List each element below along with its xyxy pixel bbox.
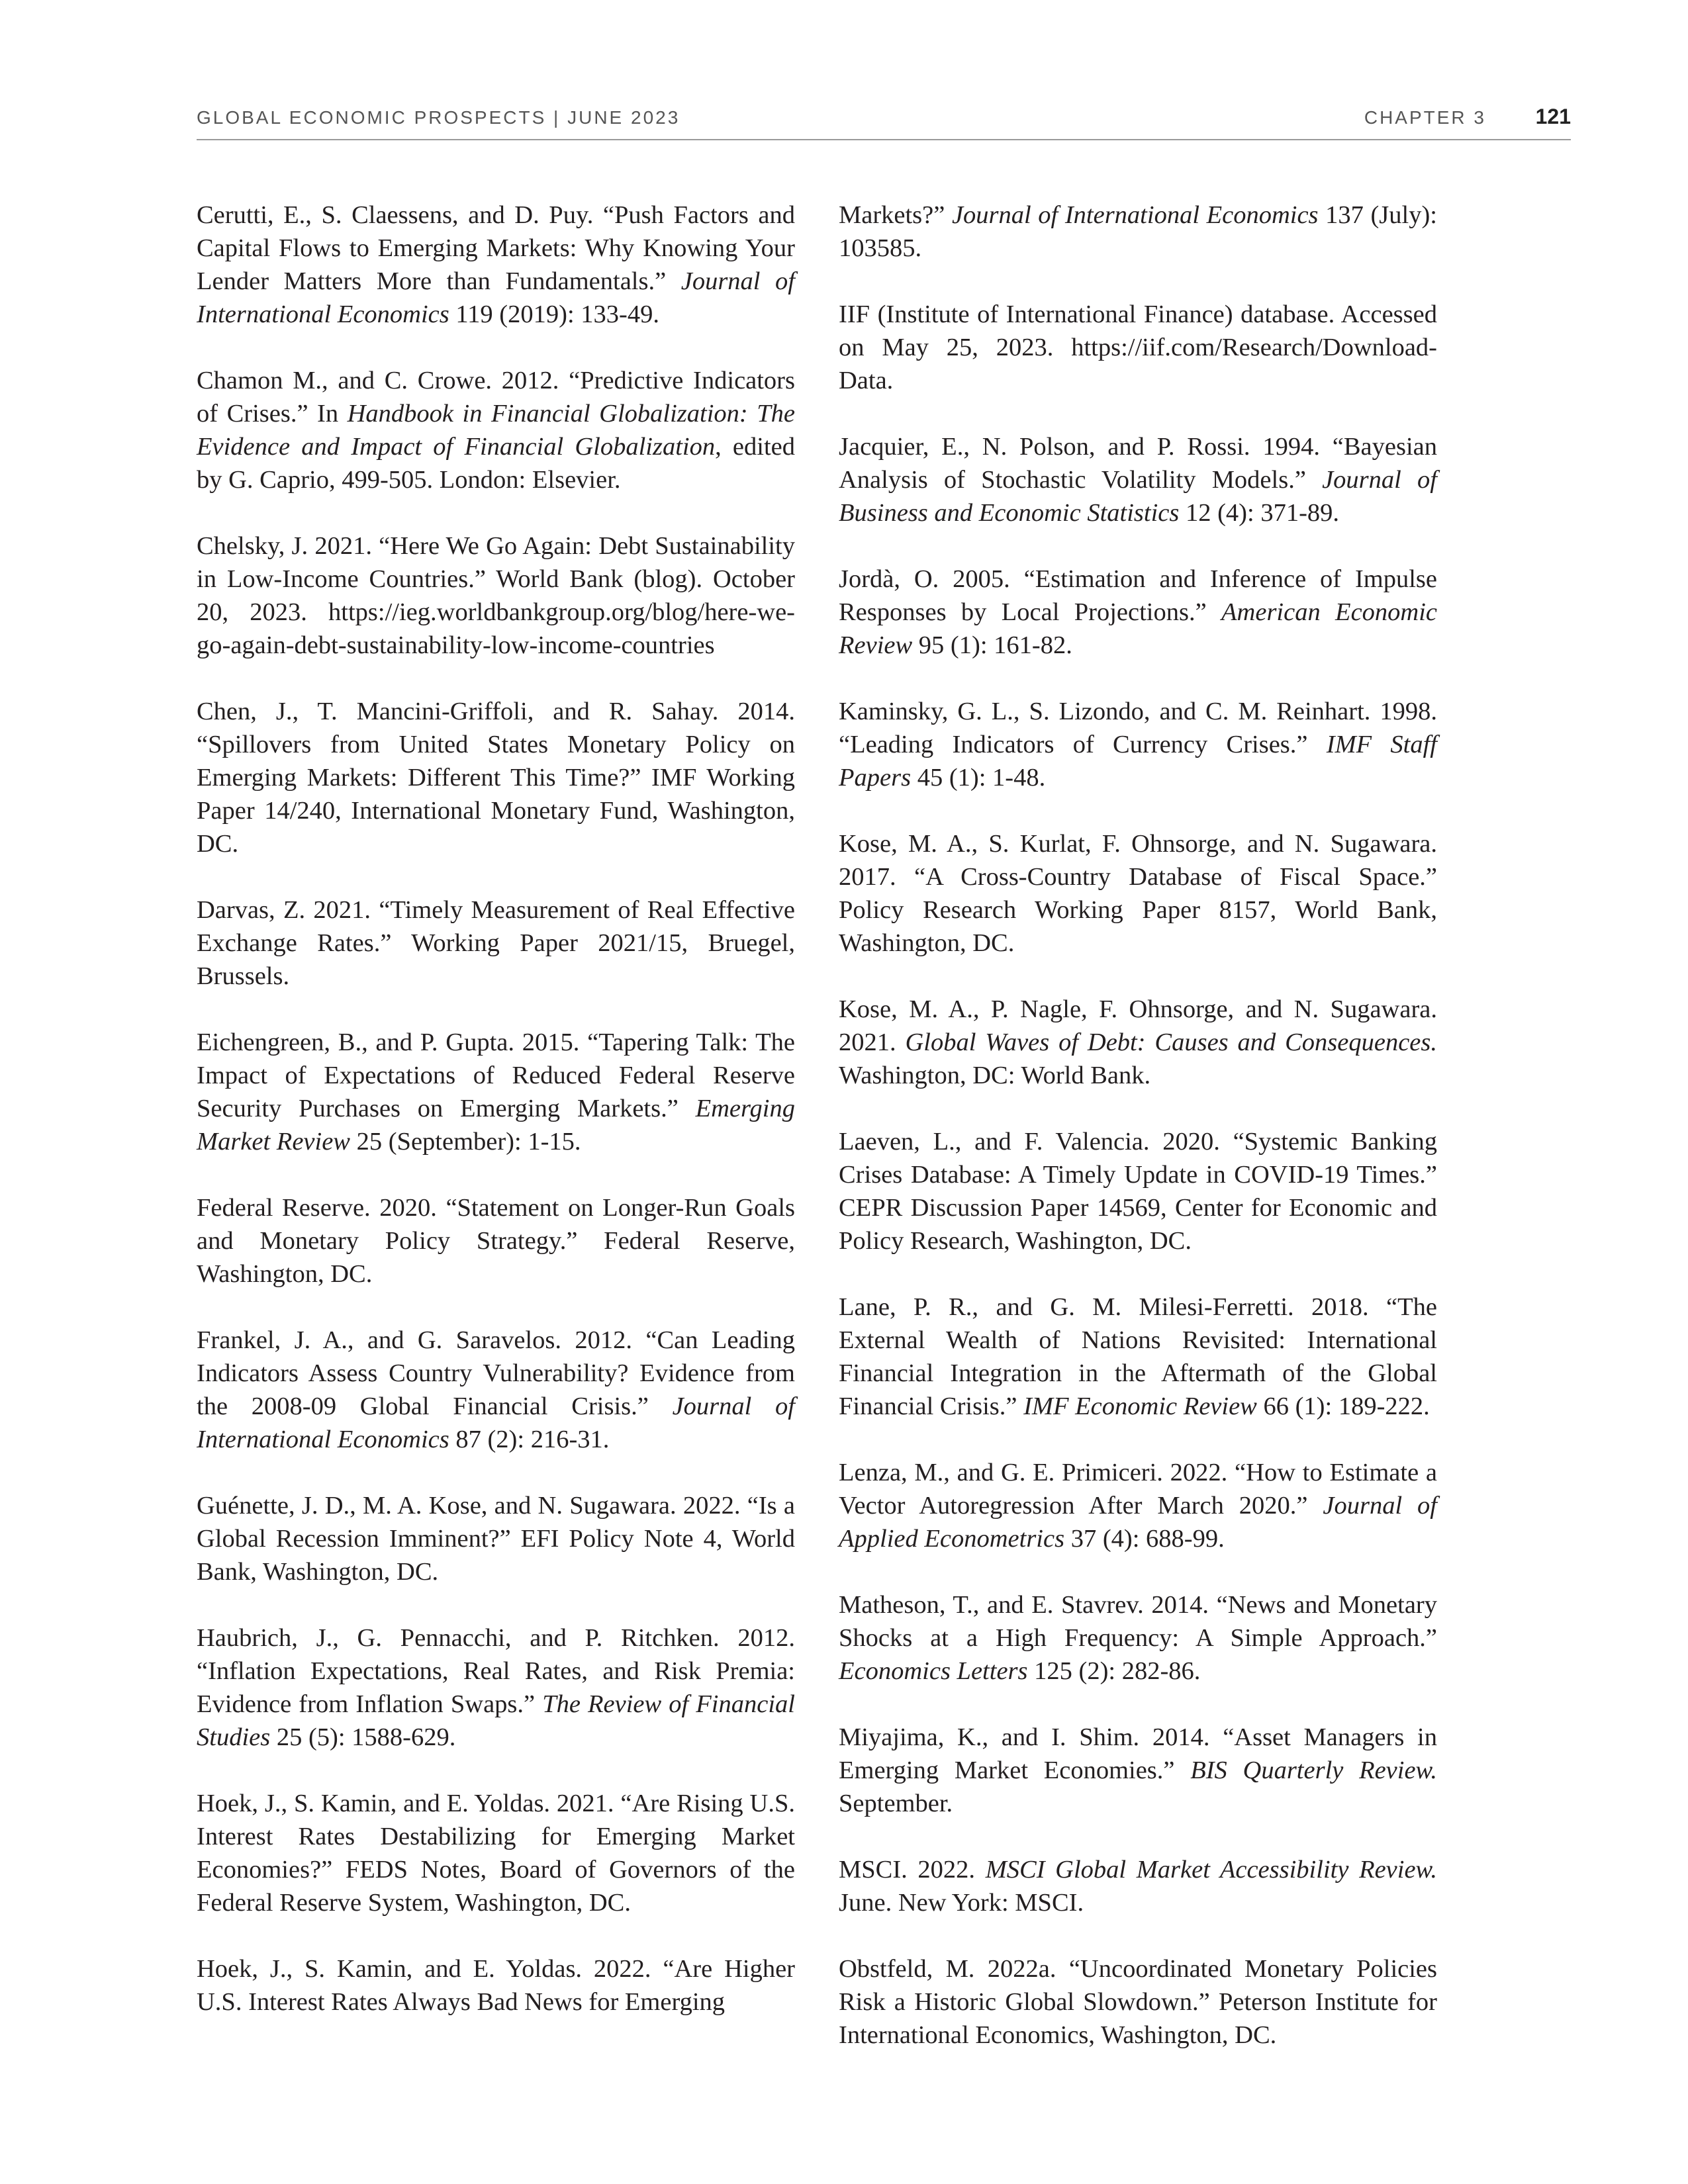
reference-entry — [197, 1324, 795, 1456]
reference-text: Hoek, J., S. Kamin, and E. Yoldas. 2021. “Are Rising U.S. Interest Rates Destabilizing for Emerging Market Economies?” FEDS Notes, Board of Governors of the Federal Reserve System, Washington, DC. — [197, 1790, 795, 1917]
reference-entry — [197, 364, 795, 496]
reference-source-title: Journal of Applied Econometrics — [839, 1492, 1438, 1553]
reference-text: Guénette, J. D., M. A. Kose, and N. Sugawara. 2022. “Is a Global Recession Imminent?” EFI Policy Note 4, World Bank, Washington, DC. — [197, 1492, 795, 1586]
reference-text: 95 (1): 161-82. — [912, 631, 1072, 659]
reference-entry — [197, 1621, 795, 1754]
reference-source-title: The Review of Financial Studies — [197, 1690, 795, 1751]
reference-text: 37 (4): 688-99. — [1064, 1525, 1225, 1553]
reference-text: Kose, M. A., P. Nagle, F. Ohnsorge, and N. Sugawara. 2021. — [839, 995, 1437, 1056]
reference-text: Obstfeld, M. 2022a. “Uncoordinated Monetary Policies Risk a Historic Global Slowdown.” Peterson Institute for International Economics, Washington, DC. — [839, 1955, 1437, 2049]
reference-text: 25 (September): 1-15. — [350, 1128, 581, 1156]
reference-entry — [839, 1588, 1437, 1688]
reference-entry — [839, 298, 1437, 397]
reference-text: Haubrich, J., G. Pennacchi, and P. Ritchken. 2012. “Inflation Expectations, Real Rates, and Risk Premia: Evidence from Inflation Swaps.” — [197, 1624, 795, 1718]
reference-text: Frankel, J. A., and G. Saravelos. 2012. “Can Leading Indicators Assess Country Vulnerability? Evidence from the 2008-09 Global Financial Crisis.” — [197, 1326, 795, 1420]
references-right-column — [839, 199, 1437, 2085]
reference-text: , edited by G. Caprio, 499-505. London: Elsevier. — [197, 433, 795, 494]
reference-entry — [839, 827, 1437, 960]
reference-text: Washington, DC: World Bank. — [839, 1062, 1151, 1089]
reference-entry — [839, 563, 1437, 662]
reference-text: 25 (5): 1588-629. — [270, 1723, 456, 1751]
reference-entry — [839, 993, 1437, 1092]
reference-entry — [197, 1787, 795, 1919]
reference-source-title: Economics Letters — [839, 1657, 1028, 1685]
chapter-label: CHAPTER 3 — [1364, 107, 1486, 128]
reference-source-title: American Economic Review — [839, 598, 1437, 659]
references-left-column — [197, 199, 795, 2052]
page-header — [197, 105, 1571, 140]
reference-text: MSCI. 2022. — [839, 1856, 986, 1884]
reference-entry — [197, 199, 795, 331]
reference-text: Laeven, L., and F. Valencia. 2020. “Systemic Banking Crises Database: A Timely Update in COVID-19 Times.” CEPR Discussion Paper 14569, Center for Economic and Policy Research, Washington, DC. — [839, 1128, 1437, 1255]
reference-text: Matheson, T., and E. Stavrev. 2014. “News and Monetary Shocks at a High Frequency: A Simple Approach.” — [839, 1591, 1437, 1652]
reference-text: Chamon M., and C. Crowe. 2012. “Predictive Indicators of Crises.” In — [197, 367, 795, 428]
reference-text: Kose, M. A., S. Kurlat, F. Ohnsorge, and N. Sugawara. 2017. “A Cross-Country Database of Fiscal Space.” Policy Research Working Paper 8157, World Bank, Washington, DC. — [839, 830, 1437, 957]
reference-text: Chen, J., T. Mancini-Griffoli, and R. Sahay. 2014. “Spillovers from United States Monetary Policy on Emerging Markets: Different This Time?” IMF Working Paper 14/240, International Monetary Fund, Washington, DC. — [197, 698, 795, 858]
reference-entry — [839, 199, 1437, 265]
reference-source-title: Emerging Market Review — [197, 1095, 795, 1156]
reference-entry — [839, 1721, 1437, 1820]
reference-entry — [197, 1489, 795, 1588]
reference-entry — [197, 695, 795, 860]
reference-source-title: Handbook in Financial Globalization: The Evidence and Impact of Financial Globalization — [197, 400, 796, 461]
reference-entry — [197, 1952, 795, 2019]
page-number: 121 — [1535, 105, 1571, 128]
reference-source-title: Journal of International Economics — [197, 1392, 795, 1453]
reference-entry — [839, 1456, 1437, 1555]
reference-entry — [839, 1952, 1437, 2052]
reference-text: IIF (Institute of International Finance) database. Accessed on May 25, 2023. https://iif.com/Research/​Download-Data. — [839, 300, 1437, 394]
reference-text: 87 (2): 216-31. — [449, 1426, 610, 1453]
running-title: GLOBAL ECONOMIC PROSPECTS | JUNE 2023 — [197, 107, 680, 128]
reference-text: Eichengreen, B., and P. Gupta. 2015. “Tapering Talk: The Impact of Expectations of Reduced Federal Reserve Security Purchases on Emerging Markets.” — [197, 1028, 795, 1122]
reference-text: Miyajima, K., and I. Shim. 2014. “Asset Managers in Emerging Market Economies.” — [839, 1723, 1437, 1784]
reference-text: 66 (1): 189-222. — [1256, 1392, 1430, 1420]
reference-source-title: BIS Quarterly Review. — [1190, 1756, 1437, 1784]
reference-entry — [197, 1026, 795, 1158]
reference-text: Darvas, Z. 2021. “Timely Measurement of Real Effective Exchange Rates.” Working Paper 2021/15, Bruegel, Brussels. — [197, 896, 795, 990]
reference-text: 125 (2): 282-86. — [1027, 1657, 1201, 1685]
reference-text: Kaminsky, G. L., S. Lizondo, and C. M. Reinhart. 1998. “Leading Indicators of Currency Crises.” — [839, 698, 1437, 758]
reference-source-title: Journal of Business and Economic Statistics — [839, 466, 1437, 527]
reference-entry — [839, 430, 1437, 529]
reference-text: Lenza, M., and G. E. Primiceri. 2022. “How to Estimate a Vector Autoregression After March 2020.” — [839, 1459, 1437, 1520]
reference-entry — [197, 1191, 795, 1291]
reference-entry — [839, 1291, 1437, 1423]
reference-source-title: IMF Staff Papers — [839, 731, 1438, 792]
reference-entry — [839, 1125, 1437, 1257]
reference-text: 12 (4): 371-89. — [1179, 499, 1340, 527]
reference-text: Chelsky, J. 2021. “Here We Go Again: Debt Sustainability in Low-Income Countries.” World Bank (blog). October 20, 2023. https://ieg.worldbankgroup.org/​blog/here-we-go-again-debt-sustainability-low-income-countries — [197, 532, 795, 659]
reference-source-title: Journal of International Economics — [197, 267, 795, 328]
reference-text: Markets?” — [839, 201, 952, 229]
reference-text: Federal Reserve. 2020. “Statement on Longer-Run Goals and Monetary Policy Strategy.” Federal Reserve, Washington, DC. — [197, 1194, 795, 1288]
reference-text: Cerutti, E., S. Claessens, and D. Puy. “Push Factors and Capital Flows to Emerging Markets: Why Knowing Your Lender Matters More than Fundamentals.” — [197, 201, 795, 295]
reference-source-title: MSCI Global Market Accessibility Review. — [985, 1856, 1437, 1884]
reference-entry — [197, 529, 795, 662]
reference-text: 137 (July): 103585. — [839, 201, 1437, 262]
reference-text: 119 (2019): 133-49. — [449, 300, 659, 328]
reference-text: 45 (1): 1-48. — [911, 764, 1046, 792]
reference-entry — [839, 1853, 1437, 1919]
reference-text: Jordà, O. 2005. “Estimation and Inference of Impulse Responses by Local Projections.” — [839, 565, 1437, 626]
reference-text: Lane, P. R., and G. M. Milesi-Ferretti. 2018. “The External Wealth of Nations Revisited: International Financial Integration in the Aftermath of the Global Financial Crisis.” — [839, 1293, 1437, 1420]
reference-text: Jacquier, E., N. Polson, and P. Rossi. 1994. “Bayesian Analysis of Stochastic Volatility Models.” — [839, 433, 1437, 494]
reference-source-title: IMF Economic Review — [1023, 1392, 1257, 1420]
reference-entry — [839, 695, 1437, 794]
reference-text: Hoek, J., S. Kamin, and E. Yoldas. 2022. “Are Higher U.S. Interest Rates Always Bad News for Emerging — [197, 1955, 795, 2016]
reference-entry — [197, 893, 795, 993]
reference-source-title: Journal of International Economics — [951, 201, 1319, 229]
reference-text: June. New York: MSCI. — [839, 1889, 1084, 1917]
reference-source-title: Global Waves of Debt: Causes and Consequences. — [905, 1028, 1437, 1056]
reference-text: September. — [839, 1790, 953, 1817]
